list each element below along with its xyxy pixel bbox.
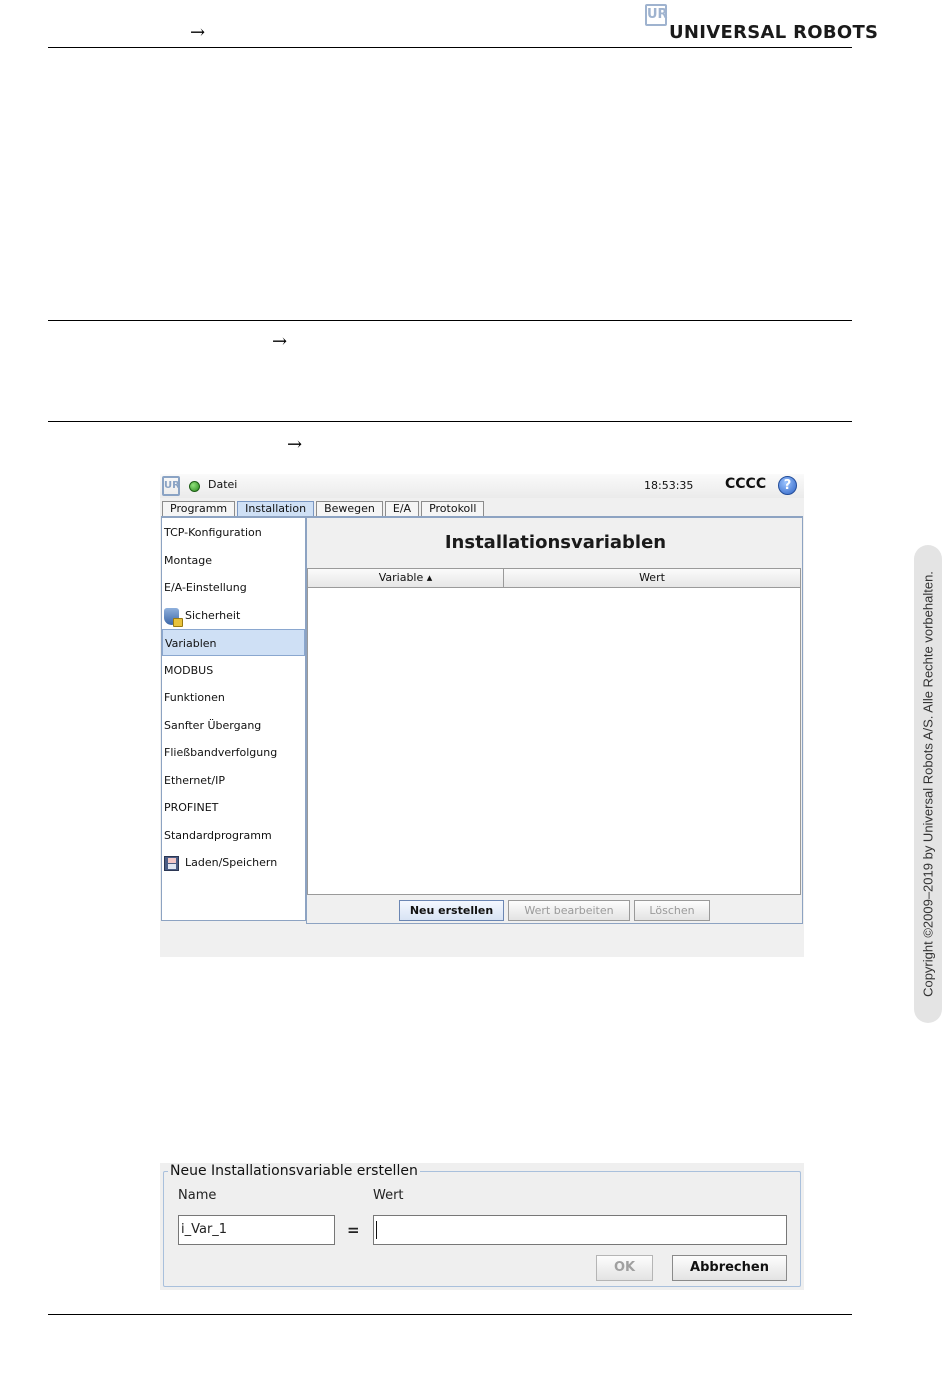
status-indicator-icon xyxy=(189,481,200,492)
ur-logo-icon: UR xyxy=(162,476,180,496)
footer-rule xyxy=(48,1314,852,1315)
nav-item-ethernet-ip[interactable] xyxy=(162,767,305,794)
ur-logo-icon: UR xyxy=(645,4,667,26)
nav-item-sicherheit[interactable] xyxy=(162,602,305,629)
equals-sign: = xyxy=(347,1221,360,1239)
tab-bewegen[interactable]: Bewegen xyxy=(316,501,383,516)
nav-item-label: PROFINET xyxy=(164,801,219,814)
column-header-value[interactable]: Wert xyxy=(504,569,800,588)
nav-item-funktionen[interactable] xyxy=(162,684,305,711)
nav-item-profinet[interactable] xyxy=(162,794,305,821)
nav-item-label: Standardprogramm xyxy=(164,829,272,842)
nav-item-label: Ethernet/IP xyxy=(164,774,225,787)
copyright-side-tab xyxy=(914,545,942,1023)
nav-item-label: Sanfter Übergang xyxy=(164,719,262,732)
nav-item-sanfter-uebergang[interactable] xyxy=(162,712,305,739)
new-variable-dialog xyxy=(160,1163,804,1290)
nav-item-modbus[interactable] xyxy=(162,657,305,684)
section-arrow-2: → xyxy=(272,331,288,352)
robot-name: CCCC xyxy=(725,476,767,492)
tab-programm[interactable]: Programm xyxy=(162,501,235,516)
shield-lock-icon xyxy=(164,608,179,625)
main-tabs xyxy=(162,501,486,516)
top-bar xyxy=(160,474,804,498)
universal-robots-logo xyxy=(645,4,879,44)
nav-item-ea-einstellung[interactable] xyxy=(162,574,305,601)
nav-item-label: Funktionen xyxy=(164,691,225,704)
tab-installation[interactable]: Installation xyxy=(237,501,314,516)
floppy-disk-icon xyxy=(164,856,179,871)
polyscope-window xyxy=(160,474,804,957)
tab-ea[interactable]: E/A xyxy=(385,501,419,516)
nav-item-label: Montage xyxy=(164,554,212,567)
edit-value-button[interactable]: Wert bearbeiten xyxy=(508,900,630,921)
text-caret xyxy=(376,1221,377,1239)
clock: 18:53:35 xyxy=(644,479,694,492)
nav-item-label: Variablen xyxy=(165,637,217,650)
header-rule xyxy=(48,47,852,48)
nav-item-laden-speichern[interactable] xyxy=(162,849,305,876)
help-icon[interactable]: ? xyxy=(778,476,797,495)
column-header-variable[interactable]: Variable ▴ xyxy=(308,569,504,588)
nav-item-tcp[interactable] xyxy=(162,519,305,546)
header-arrow: → xyxy=(190,22,206,43)
nav-item-label: Fließbandverfolgung xyxy=(164,746,278,759)
new-variable-button[interactable]: Neu erstellen xyxy=(399,900,504,921)
variables-panel xyxy=(306,516,803,924)
name-field[interactable]: i_Var_1 xyxy=(178,1215,335,1245)
nav-item-label: Laden/Speichern xyxy=(185,856,278,869)
section-arrow-3: → xyxy=(287,434,303,455)
nav-item-fliessband[interactable] xyxy=(162,739,305,766)
value-label: Wert xyxy=(373,1188,404,1203)
ok-button[interactable]: OK xyxy=(596,1255,653,1281)
nav-item-label: MODBUS xyxy=(164,664,214,677)
section-rule-2 xyxy=(48,421,852,422)
installation-nav xyxy=(161,516,306,921)
nav-item-label: Sicherheit xyxy=(185,609,241,622)
copyright-text: Copyright ©2009–2019 by Universal Robots A/S. Alle Rechte vorbehalten. xyxy=(920,571,936,997)
name-label: Name xyxy=(178,1188,217,1203)
delete-button[interactable]: Löschen xyxy=(634,900,710,921)
file-menu[interactable]: Datei xyxy=(208,478,238,491)
panel-title: Installationsvariablen xyxy=(444,532,667,553)
dialog-legend: Neue Installationsvariable erstellen xyxy=(170,1163,418,1179)
variables-table[interactable] xyxy=(307,568,801,895)
nav-item-montage[interactable] xyxy=(162,547,305,574)
nav-item-standardprogramm[interactable] xyxy=(162,822,305,849)
nav-item-variablen[interactable] xyxy=(162,629,305,656)
tab-protokoll[interactable]: Protokoll xyxy=(421,501,484,516)
section-rule-1 xyxy=(48,320,852,321)
nav-item-label: TCP-Konfiguration xyxy=(164,526,262,539)
nav-item-label: E/A-Einstellung xyxy=(164,581,247,594)
cancel-button[interactable]: Abbrechen xyxy=(672,1255,787,1281)
brand-name: UNIVERSAL ROBOTS xyxy=(669,22,879,43)
value-field[interactable] xyxy=(373,1215,787,1245)
